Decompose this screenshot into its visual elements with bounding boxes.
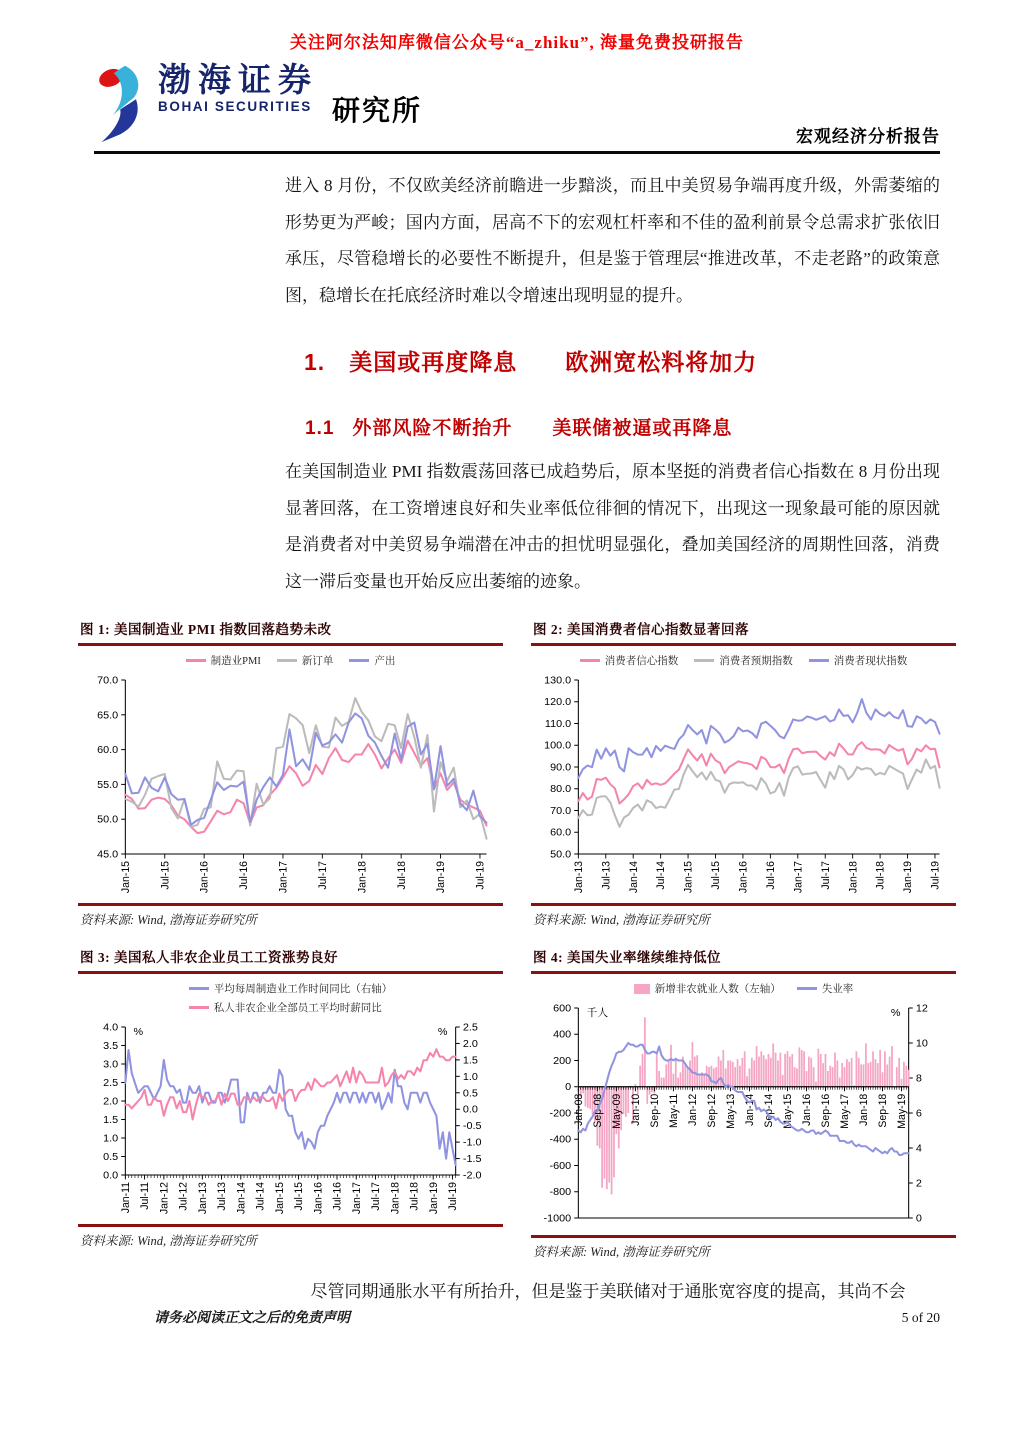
svg-text:Jul-15: Jul-15 bbox=[159, 861, 172, 890]
svg-text:0.0: 0.0 bbox=[103, 1169, 119, 1182]
svg-text:Jul-16: Jul-16 bbox=[764, 861, 778, 890]
svg-text:3.5: 3.5 bbox=[103, 1040, 119, 1052]
svg-text:0: 0 bbox=[565, 1081, 572, 1094]
svg-text:55.0: 55.0 bbox=[97, 779, 119, 791]
figure-4 bbox=[531, 946, 956, 1260]
legend-swatch bbox=[186, 659, 206, 662]
section-heading-1-1 bbox=[305, 413, 940, 440]
section-title: 美国或再度降息 欧洲宽松料将加力 bbox=[349, 350, 758, 375]
svg-text:-1.0: -1.0 bbox=[462, 1136, 482, 1149]
legend-swatch bbox=[694, 659, 714, 662]
figure-3 bbox=[78, 946, 503, 1260]
svg-text:400: 400 bbox=[553, 1028, 572, 1041]
legend-label: 失业率 bbox=[821, 984, 854, 995]
legend-item bbox=[634, 981, 781, 996]
svg-text:Jul-17: Jul-17 bbox=[316, 861, 329, 890]
svg-text:200: 200 bbox=[553, 1055, 572, 1067]
section-number: 1. bbox=[304, 349, 326, 375]
figure-2-chart bbox=[531, 668, 956, 900]
paragraph-1: 进入 8 月份，不仅欧美经济前瞻进一步黯淡，而且中美贸易争端再度升级，外需萎缩的形势更为严峻；国内方面，居高不下的宏观杠杆率和不佳的盈利前景令总需求扩张依旧承压，尽管稳增长的必要性不断提升，但是鉴于管理层“推进改革，不走老路”的政策意图，稳增长在托底经济时难以令增速出现明显的提升。 bbox=[285, 176, 940, 305]
legend-swatch bbox=[189, 1006, 209, 1009]
svg-text:Sep-10: Sep-10 bbox=[648, 1093, 662, 1128]
svg-text:1.0: 1.0 bbox=[462, 1070, 478, 1083]
svg-text:Jul-15: Jul-15 bbox=[709, 861, 723, 890]
svg-text:Jan-14: Jan-14 bbox=[743, 1093, 757, 1126]
disclaimer-text: 请务必阅读正文之后的免责声明 bbox=[154, 1311, 350, 1326]
svg-text:-0.5: -0.5 bbox=[462, 1120, 482, 1133]
svg-text:千人: 千人 bbox=[586, 1007, 609, 1019]
svg-text:70.0: 70.0 bbox=[550, 805, 572, 817]
svg-text:Jan-13: Jan-13 bbox=[572, 861, 585, 894]
svg-text:50.0: 50.0 bbox=[97, 813, 119, 826]
svg-text:Jul-17: Jul-17 bbox=[819, 861, 832, 890]
svg-text:120.0: 120.0 bbox=[544, 696, 572, 709]
svg-text:0.5: 0.5 bbox=[462, 1087, 478, 1100]
legend-label: 新订单 bbox=[301, 656, 334, 667]
svg-text:May-17: May-17 bbox=[838, 1093, 852, 1129]
figure-3-title: 图 3: 美国私人非农企业员工工资涨势良好 bbox=[78, 946, 503, 974]
legend-label: 制造业PMI bbox=[210, 656, 261, 667]
svg-text:Jan-15: Jan-15 bbox=[682, 861, 695, 894]
svg-text:Jan-08: Jan-08 bbox=[572, 1093, 585, 1126]
svg-text:-400: -400 bbox=[549, 1133, 572, 1146]
svg-text:%: % bbox=[133, 1026, 144, 1038]
figure-2-source: 资料来源: Wind, 渤海证券研究所 bbox=[531, 903, 956, 928]
svg-text:Jul-18: Jul-18 bbox=[874, 861, 887, 890]
subsection-number: 1.1 bbox=[305, 418, 335, 439]
svg-text:2.5: 2.5 bbox=[462, 1021, 478, 1034]
svg-text:2: 2 bbox=[915, 1177, 922, 1190]
figure-1-title: 图 1: 美国制造业 PMI 指数回落趋势未改 bbox=[78, 618, 503, 646]
svg-text:Jul-18: Jul-18 bbox=[395, 861, 408, 890]
legend-swatch bbox=[277, 659, 297, 662]
svg-text:-800: -800 bbox=[549, 1186, 572, 1199]
svg-text:4.0: 4.0 bbox=[103, 1021, 119, 1034]
svg-text:Jul-13: Jul-13 bbox=[216, 1182, 229, 1211]
svg-text:May-13: May-13 bbox=[724, 1093, 738, 1129]
figure-4-source: 资料来源: Wind, 渤海证券研究所 bbox=[531, 1235, 956, 1260]
legend-item bbox=[797, 981, 854, 996]
figure-3-chart bbox=[78, 1015, 503, 1221]
svg-text:Sep-12: Sep-12 bbox=[705, 1093, 719, 1128]
page-content bbox=[80, 168, 942, 1311]
svg-text:Jul-17: Jul-17 bbox=[369, 1182, 383, 1211]
section-heading-1 bbox=[304, 344, 940, 377]
svg-text:Jul-16: Jul-16 bbox=[238, 861, 251, 890]
svg-text:Jan-16: Jan-16 bbox=[198, 861, 211, 894]
svg-text:100.0: 100.0 bbox=[544, 739, 572, 752]
svg-text:Jan-16: Jan-16 bbox=[737, 861, 750, 894]
legend-item bbox=[349, 653, 395, 668]
svg-text:600: 600 bbox=[553, 1002, 572, 1015]
figure-3-source: 资料来源: Wind, 渤海证券研究所 bbox=[78, 1224, 503, 1249]
svg-text:Jan-12: Jan-12 bbox=[158, 1182, 171, 1215]
legend-swatch bbox=[580, 659, 600, 662]
legend-swatch bbox=[797, 987, 817, 990]
svg-text:12: 12 bbox=[915, 1002, 928, 1015]
svg-text:70.0: 70.0 bbox=[97, 674, 119, 687]
svg-text:Jul-15: Jul-15 bbox=[292, 1182, 306, 1211]
logo-en: BOHAI SECURITIES bbox=[158, 99, 312, 114]
svg-text:50.0: 50.0 bbox=[550, 848, 572, 861]
figure-1-source: 资料来源: Wind, 渤海证券研究所 bbox=[78, 903, 503, 928]
svg-text:1.0: 1.0 bbox=[103, 1132, 119, 1145]
svg-text:Jul-19: Jul-19 bbox=[929, 861, 942, 890]
svg-text:Sep-14: Sep-14 bbox=[762, 1093, 776, 1128]
svg-text:Jan-14: Jan-14 bbox=[627, 861, 640, 894]
legend-label: 平均每周制造业工作时间同比（右轴） bbox=[213, 984, 393, 995]
subsection-title: 外部风险不断抬升 美联储被逼或再降息 bbox=[352, 418, 733, 439]
legend-swatch bbox=[349, 659, 369, 662]
svg-text:90.0: 90.0 bbox=[550, 761, 572, 774]
svg-text:Sep-08: Sep-08 bbox=[591, 1093, 604, 1128]
svg-text:6: 6 bbox=[915, 1107, 922, 1120]
svg-text:Jan-16: Jan-16 bbox=[312, 1182, 325, 1215]
svg-text:Jan-19: Jan-19 bbox=[902, 861, 915, 894]
svg-text:Jan-18: Jan-18 bbox=[857, 1093, 871, 1126]
legend-item bbox=[189, 981, 393, 996]
svg-text:%: % bbox=[437, 1026, 448, 1038]
svg-text:Jul-16: Jul-16 bbox=[331, 1182, 344, 1211]
svg-text:0.0: 0.0 bbox=[462, 1103, 478, 1116]
svg-text:Jan-16: Jan-16 bbox=[800, 1093, 814, 1126]
page-footer bbox=[94, 1307, 940, 1327]
svg-text:-2.0: -2.0 bbox=[462, 1169, 482, 1182]
svg-text:2.5: 2.5 bbox=[103, 1077, 119, 1089]
figure-1-chart bbox=[78, 668, 503, 900]
logo-cn: 渤海证券 bbox=[158, 63, 318, 99]
figure-4-chart bbox=[531, 996, 956, 1232]
svg-text:Jan-17: Jan-17 bbox=[350, 1182, 363, 1215]
legend-swatch bbox=[634, 984, 650, 994]
legend-label: 消费者预期指数 bbox=[719, 656, 793, 667]
svg-text:Jan-19: Jan-19 bbox=[427, 1182, 440, 1215]
svg-text:Sep-16: Sep-16 bbox=[819, 1093, 833, 1128]
svg-text:Jul-19: Jul-19 bbox=[474, 861, 487, 890]
svg-text:Jul-11: Jul-11 bbox=[139, 1182, 152, 1210]
figure-2 bbox=[531, 618, 956, 928]
svg-text:May-09: May-09 bbox=[610, 1093, 624, 1129]
figure-1 bbox=[78, 618, 503, 928]
legend-item bbox=[580, 653, 679, 668]
svg-text:Jan-14: Jan-14 bbox=[235, 1182, 248, 1215]
figure-3-legend bbox=[189, 981, 393, 1015]
svg-text:Jul-18: Jul-18 bbox=[408, 1182, 421, 1211]
svg-text:2.0: 2.0 bbox=[462, 1038, 478, 1050]
svg-text:-1000: -1000 bbox=[543, 1212, 572, 1225]
legend-item bbox=[694, 653, 793, 668]
page-header bbox=[94, 63, 940, 149]
svg-text:0.5: 0.5 bbox=[103, 1151, 119, 1163]
svg-text:Jan-11: Jan-11 bbox=[119, 1182, 132, 1214]
legend-item bbox=[186, 653, 261, 668]
svg-text:1.5: 1.5 bbox=[462, 1054, 478, 1067]
svg-text:%: % bbox=[890, 1007, 901, 1019]
svg-text:2.0: 2.0 bbox=[103, 1095, 119, 1108]
svg-text:8: 8 bbox=[915, 1072, 922, 1085]
svg-text:-600: -600 bbox=[549, 1160, 572, 1172]
svg-text:45.0: 45.0 bbox=[97, 848, 119, 861]
svg-text:-1.5: -1.5 bbox=[462, 1153, 482, 1166]
svg-text:Jan-15: Jan-15 bbox=[119, 861, 132, 894]
svg-text:Jul-19: Jul-19 bbox=[446, 1182, 460, 1211]
svg-text:65.0: 65.0 bbox=[97, 709, 119, 722]
legend-item bbox=[189, 1000, 382, 1015]
svg-text:May-19: May-19 bbox=[896, 1093, 909, 1129]
legend-item bbox=[277, 653, 334, 668]
legend-label: 私人非农企业全部员工平均时薪同比 bbox=[213, 1003, 382, 1014]
svg-text:10: 10 bbox=[915, 1037, 928, 1050]
svg-text:60.0: 60.0 bbox=[550, 826, 572, 839]
header-rule bbox=[94, 151, 940, 154]
figure-4-legend bbox=[531, 981, 956, 996]
svg-text:Jul-12: Jul-12 bbox=[177, 1182, 190, 1211]
svg-text:Jan-10: Jan-10 bbox=[629, 1093, 643, 1126]
report-type-label: 宏观经济分析报告 bbox=[796, 127, 940, 146]
legend-label: 消费者现状指数 bbox=[833, 656, 908, 667]
legend-swatch bbox=[189, 987, 209, 990]
legend-label: 消费者信心指数 bbox=[604, 656, 679, 667]
svg-text:Jan-13: Jan-13 bbox=[196, 1182, 209, 1215]
svg-text:3.0: 3.0 bbox=[103, 1058, 119, 1071]
legend-label: 产出 bbox=[374, 656, 396, 667]
page-number: 5 of 20 bbox=[901, 1310, 940, 1325]
svg-text:1.5: 1.5 bbox=[103, 1114, 119, 1126]
svg-text:-200: -200 bbox=[549, 1107, 572, 1120]
svg-text:Sep-18: Sep-18 bbox=[876, 1093, 890, 1128]
figures-grid bbox=[78, 618, 956, 1260]
svg-text:Jul-14: Jul-14 bbox=[254, 1182, 267, 1211]
svg-text:May-11: May-11 bbox=[667, 1093, 681, 1128]
legend-swatch bbox=[809, 659, 829, 662]
svg-text:Jul-14: Jul-14 bbox=[655, 861, 668, 890]
paragraph-3: 尽管同期通胀水平有所抬升，但是鉴于美联储对于通胀宽容度的提高，其尚不会 bbox=[310, 1282, 906, 1301]
svg-text:Jan-18: Jan-18 bbox=[847, 861, 860, 894]
svg-text:60.0: 60.0 bbox=[97, 744, 119, 757]
svg-text:110.0: 110.0 bbox=[544, 718, 572, 730]
logo-dept: 研究所 bbox=[332, 96, 423, 127]
paragraph-2: 在美国制造业 PMI 指数震荡回落已成趋势后，原本坚挺的消费者信心指数在 8 月份出现显著回落，在工资增速良好和失业率低位徘徊的情况下，出现这一现象最可能的原因就是消费者对中美贸易争端潜在冲击的担忧明显强化，叠加美国经济的周期性回落，消费这一滞后变量也开始反应出萎缩的迹象。 bbox=[285, 462, 940, 591]
legend-label: 新增非农就业人数（左轴） bbox=[654, 984, 781, 995]
svg-text:Jan-18: Jan-18 bbox=[389, 1182, 402, 1215]
svg-text:130.0: 130.0 bbox=[544, 674, 572, 687]
promo-banner: 关注阿尔法知库微信公众号“a_zhiku”, 海量免费投研报告 bbox=[289, 33, 745, 52]
svg-text:Jul-13: Jul-13 bbox=[600, 861, 613, 890]
figure-2-legend bbox=[531, 653, 956, 668]
svg-text:Jan-18: Jan-18 bbox=[356, 861, 369, 894]
figure-4-title: 图 4: 美国失业率继续维持低位 bbox=[531, 946, 956, 974]
svg-text:0: 0 bbox=[915, 1212, 922, 1225]
legend-item bbox=[809, 653, 908, 668]
figure-2-title: 图 2: 美国消费者信心指数显著回落 bbox=[531, 618, 956, 646]
svg-text:80.0: 80.0 bbox=[550, 783, 572, 796]
svg-text:Jan-12: Jan-12 bbox=[686, 1093, 700, 1126]
svg-text:Jan-17: Jan-17 bbox=[792, 861, 805, 894]
svg-text:Jan-19: Jan-19 bbox=[435, 861, 448, 894]
figure-1-legend bbox=[78, 653, 503, 668]
svg-text:May-15: May-15 bbox=[781, 1093, 795, 1129]
svg-text:4: 4 bbox=[915, 1142, 922, 1155]
svg-text:Jan-15: Jan-15 bbox=[273, 1182, 286, 1215]
svg-text:Jan-17: Jan-17 bbox=[277, 861, 290, 894]
bohai-logo-icon bbox=[94, 63, 150, 143]
